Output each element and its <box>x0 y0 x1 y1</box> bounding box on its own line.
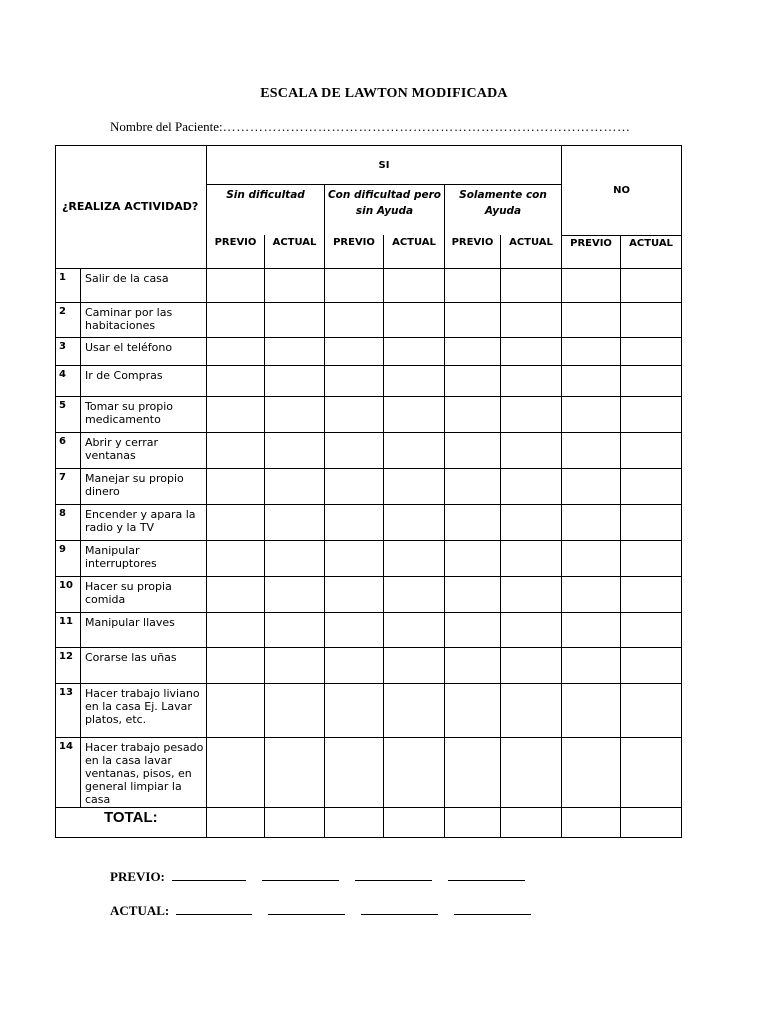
column-header-actual: ACTUAL <box>501 235 562 268</box>
score-cell[interactable] <box>562 365 621 396</box>
score-cell[interactable] <box>501 396 562 432</box>
group-sin-dificultad: Sin dificultad <box>207 185 325 236</box>
score-cell[interactable] <box>265 468 325 504</box>
summary-actual-label: ACTUAL: <box>110 903 170 918</box>
actual-blank-1[interactable] <box>176 902 252 915</box>
score-cell[interactable] <box>501 468 562 504</box>
row-number: 14 <box>56 737 81 807</box>
table-row <box>56 576 682 612</box>
score-cell[interactable] <box>621 432 682 468</box>
score-cell[interactable] <box>621 302 682 337</box>
score-cell[interactable] <box>384 468 445 504</box>
total-cell[interactable] <box>207 807 265 837</box>
score-cell[interactable] <box>384 540 445 576</box>
score-cell[interactable] <box>562 337 621 365</box>
score-cell[interactable] <box>384 737 445 807</box>
score-cell[interactable] <box>384 612 445 647</box>
score-cell[interactable] <box>207 302 265 337</box>
score-cell[interactable] <box>621 337 682 365</box>
score-cell[interactable] <box>562 468 621 504</box>
si-header: SI <box>207 146 562 185</box>
activity-label: Ir de Compras <box>81 365 207 396</box>
score-cell[interactable] <box>325 647 384 683</box>
score-cell[interactable] <box>621 268 682 302</box>
score-cell[interactable] <box>621 683 682 737</box>
score-cell[interactable] <box>445 647 501 683</box>
score-cell[interactable] <box>325 468 384 504</box>
activity-label: Caminar por las habitaciones <box>81 302 207 337</box>
column-header-previo: PREVIO <box>562 235 621 268</box>
table-row <box>56 302 682 337</box>
score-cell[interactable] <box>207 576 265 612</box>
score-cell[interactable] <box>384 337 445 365</box>
score-cell[interactable] <box>265 365 325 396</box>
previo-blank-3[interactable] <box>355 868 432 881</box>
row-number: 5 <box>56 396 81 432</box>
row-number: 3 <box>56 337 81 365</box>
summary-previo <box>110 868 541 885</box>
score-cell[interactable] <box>621 504 682 540</box>
column-header-previo: PREVIO <box>445 235 501 268</box>
activity-label: Usar el teléfono <box>81 337 207 365</box>
group-con-dificultad: Con dificultad pero sin Ayuda <box>325 185 445 236</box>
score-cell[interactable] <box>562 683 621 737</box>
score-cell[interactable] <box>265 540 325 576</box>
score-cell[interactable] <box>207 365 265 396</box>
score-cell[interactable] <box>325 432 384 468</box>
score-cell[interactable] <box>325 576 384 612</box>
score-cell[interactable] <box>384 365 445 396</box>
score-cell[interactable] <box>501 540 562 576</box>
score-cell[interactable] <box>501 268 562 302</box>
score-cell[interactable] <box>501 432 562 468</box>
score-cell[interactable] <box>621 365 682 396</box>
score-cell[interactable] <box>501 737 562 807</box>
score-cell[interactable] <box>445 504 501 540</box>
patient-name-line <box>110 119 631 135</box>
score-cell[interactable] <box>501 683 562 737</box>
score-cell[interactable] <box>445 737 501 807</box>
score-cell[interactable] <box>562 504 621 540</box>
lawton-scale-table <box>55 145 682 838</box>
score-cell[interactable] <box>621 737 682 807</box>
table-row <box>56 612 682 647</box>
table-row <box>56 396 682 432</box>
total-label: TOTAL: <box>56 807 207 837</box>
row-number: 13 <box>56 683 81 737</box>
score-cell[interactable] <box>265 432 325 468</box>
activity-label: Corarse las uñas <box>81 647 207 683</box>
score-cell[interactable] <box>265 504 325 540</box>
activity-label: Salir de la casa <box>81 268 207 302</box>
summary-previo-label: PREVIO: <box>110 869 165 884</box>
actual-blank-4[interactable] <box>454 902 531 915</box>
row-number: 12 <box>56 647 81 683</box>
score-cell[interactable] <box>562 432 621 468</box>
score-cell[interactable] <box>562 576 621 612</box>
total-cell[interactable] <box>265 807 325 837</box>
score-cell[interactable] <box>325 737 384 807</box>
table-row <box>56 468 682 504</box>
activity-label: Manipular llaves <box>81 612 207 647</box>
score-cell[interactable] <box>445 302 501 337</box>
score-cell[interactable] <box>501 365 562 396</box>
score-cell[interactable] <box>562 612 621 647</box>
score-cell[interactable] <box>207 396 265 432</box>
score-cell[interactable] <box>207 468 265 504</box>
column-header-actual: ACTUAL <box>621 235 682 268</box>
table-row <box>56 365 682 396</box>
score-cell[interactable] <box>445 268 501 302</box>
score-cell[interactable] <box>325 396 384 432</box>
row-number: 6 <box>56 432 81 468</box>
score-cell[interactable] <box>621 612 682 647</box>
score-cell[interactable] <box>265 576 325 612</box>
score-cell[interactable] <box>445 683 501 737</box>
score-cell[interactable] <box>265 268 325 302</box>
row-number: 9 <box>56 540 81 576</box>
score-cell[interactable] <box>562 737 621 807</box>
score-cell[interactable] <box>265 737 325 807</box>
score-cell[interactable] <box>445 337 501 365</box>
score-cell[interactable] <box>445 432 501 468</box>
score-cell[interactable] <box>501 504 562 540</box>
score-cell[interactable] <box>207 612 265 647</box>
score-cell[interactable] <box>384 302 445 337</box>
score-cell[interactable] <box>265 396 325 432</box>
score-cell[interactable] <box>207 647 265 683</box>
score-cell[interactable] <box>562 396 621 432</box>
document-title: ESCALA DE LAWTON MODIFICADA <box>260 86 508 101</box>
table-row <box>56 432 682 468</box>
column-header-previo: PREVIO <box>207 235 265 268</box>
previo-blank-2[interactable] <box>262 868 339 881</box>
row-number: 4 <box>56 365 81 396</box>
score-cell[interactable] <box>445 612 501 647</box>
score-cell[interactable] <box>384 268 445 302</box>
table-row <box>56 268 682 302</box>
score-cell[interactable] <box>265 302 325 337</box>
score-cell[interactable] <box>207 337 265 365</box>
score-cell[interactable] <box>265 612 325 647</box>
score-cell[interactable] <box>265 337 325 365</box>
table-row <box>56 647 682 683</box>
column-header-actual: ACTUAL <box>384 235 445 268</box>
row-number: 2 <box>56 302 81 337</box>
score-cell[interactable] <box>384 683 445 737</box>
activity-label: Manipular interruptores <box>81 540 207 576</box>
activity-label: Hacer trabajo pesado en la casa lavar ventanas, pisos, en general limpiar la casa <box>81 737 207 807</box>
score-cell[interactable] <box>384 432 445 468</box>
no-header: NO <box>562 146 682 236</box>
score-cell[interactable] <box>325 504 384 540</box>
patient-name-field[interactable]: ……………………………………………………………………………… <box>222 119 631 134</box>
table-row <box>56 540 682 576</box>
table-row <box>56 504 682 540</box>
previo-blank-1[interactable] <box>172 868 246 881</box>
score-cell[interactable] <box>621 576 682 612</box>
total-cell[interactable] <box>562 807 621 837</box>
score-cell[interactable] <box>621 468 682 504</box>
score-cell[interactable] <box>265 647 325 683</box>
score-cell[interactable] <box>384 504 445 540</box>
previo-blank-4[interactable] <box>448 868 525 881</box>
activity-label: Tomar su propio medicamento <box>81 396 207 432</box>
row-number: 10 <box>56 576 81 612</box>
score-cell[interactable] <box>501 647 562 683</box>
activity-label: Hacer su propia comida <box>81 576 207 612</box>
row-number: 7 <box>56 468 81 504</box>
score-cell[interactable] <box>384 576 445 612</box>
score-cell[interactable] <box>562 302 621 337</box>
summary-actual <box>110 902 547 919</box>
score-cell[interactable] <box>207 683 265 737</box>
group-solamente-con-ayuda: Solamente con Ayuda <box>445 185 562 236</box>
actual-blank-2[interactable] <box>268 902 345 915</box>
score-cell[interactable] <box>501 337 562 365</box>
score-cell[interactable] <box>207 540 265 576</box>
score-cell[interactable] <box>325 612 384 647</box>
score-cell[interactable] <box>501 612 562 647</box>
score-cell[interactable] <box>562 540 621 576</box>
score-cell[interactable] <box>621 540 682 576</box>
score-cell[interactable] <box>207 504 265 540</box>
score-cell[interactable] <box>445 365 501 396</box>
activity-label: Encender y apara la radio y la TV <box>81 504 207 540</box>
activity-header: ¿REALIZA ACTIVIDAD? <box>56 146 207 269</box>
score-cell[interactable] <box>207 432 265 468</box>
score-cell[interactable] <box>445 576 501 612</box>
total-cell[interactable] <box>325 807 384 837</box>
score-cell[interactable] <box>325 337 384 365</box>
table-row <box>56 683 682 737</box>
score-cell[interactable] <box>265 683 325 737</box>
score-cell[interactable] <box>325 540 384 576</box>
score-cell[interactable] <box>325 302 384 337</box>
patient-name-label: Nombre del Paciente: <box>110 119 223 134</box>
score-cell[interactable] <box>207 268 265 302</box>
table-row <box>56 737 682 807</box>
activity-label: Hacer trabajo liviano en la casa Ej. Lavar platos, etc. <box>81 683 207 737</box>
score-cell[interactable] <box>562 268 621 302</box>
actual-blank-3[interactable] <box>361 902 438 915</box>
row-number: 8 <box>56 504 81 540</box>
score-cell[interactable] <box>384 396 445 432</box>
activity-label: Manejar su propio dinero <box>81 468 207 504</box>
score-cell[interactable] <box>621 647 682 683</box>
score-cell[interactable] <box>562 647 621 683</box>
row-number: 11 <box>56 612 81 647</box>
total-cell[interactable] <box>384 807 445 837</box>
score-cell[interactable] <box>501 302 562 337</box>
score-cell[interactable] <box>325 683 384 737</box>
score-cell[interactable] <box>445 540 501 576</box>
total-cell[interactable] <box>445 807 501 837</box>
score-cell[interactable] <box>445 468 501 504</box>
score-cell[interactable] <box>325 268 384 302</box>
score-cell[interactable] <box>207 737 265 807</box>
score-cell[interactable] <box>325 365 384 396</box>
score-cell[interactable] <box>501 576 562 612</box>
total-row <box>56 807 682 837</box>
total-cell[interactable] <box>501 807 562 837</box>
score-cell[interactable] <box>621 396 682 432</box>
activity-label: Abrir y cerrar ventanas <box>81 432 207 468</box>
column-header-actual: ACTUAL <box>265 235 325 268</box>
score-cell[interactable] <box>445 396 501 432</box>
table-row <box>56 337 682 365</box>
column-header-previo: PREVIO <box>325 235 384 268</box>
score-cell[interactable] <box>384 647 445 683</box>
total-cell[interactable] <box>621 807 682 837</box>
row-number: 1 <box>56 268 81 302</box>
